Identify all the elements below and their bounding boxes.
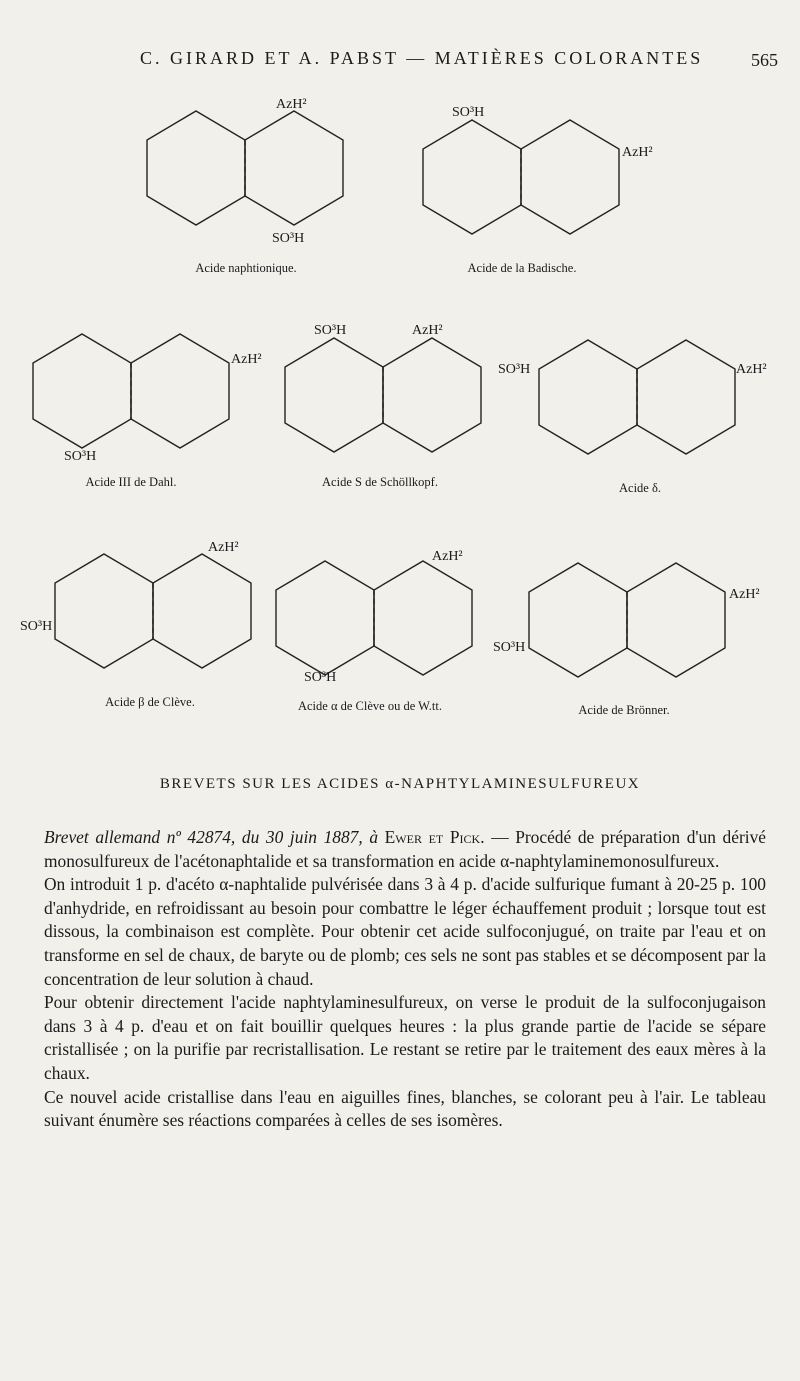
- structure-acide-dahl: [33, 334, 262, 489]
- running-title: C. GIRARD ET A. PABST — MATIÈRES COLORANTES: [140, 48, 704, 68]
- structure-label: SO³H: [498, 362, 531, 377]
- structure-label: SO³H: [304, 670, 337, 685]
- structure-caption: Acide de Brönner.: [578, 703, 670, 717]
- structure-label: AzH²: [729, 587, 760, 602]
- patent-authors: Ewer et Pick.: [384, 827, 485, 847]
- section-title: BREVETS SUR LES ACIDES α-NAPHTYLAMINESULFUREUX: [159, 776, 641, 792]
- body-text: [44, 826, 766, 1133]
- structure-caption: Acide III de Dahl.: [85, 475, 177, 489]
- structure-caption: Acide naphtionique.: [195, 261, 297, 275]
- structure-label: SO³H: [20, 619, 53, 634]
- structure-label: SO³H: [452, 105, 485, 120]
- structure-caption: Acide S de Schöllkopf.: [322, 475, 438, 489]
- structure-acide-badische: [423, 105, 653, 275]
- paragraph-properties: Ce nouvel acide cristallise dans l'eau en aiguilles fines, blanches, se colorant peu à l'air. Le tableau suivant énumère ses réactions comparées à celles de ses isomères.: [44, 1086, 766, 1131]
- structure-acide-beta-cleve: [20, 540, 251, 709]
- structure-label: SO³H: [493, 640, 526, 655]
- structure-acide-naphtionique: [147, 97, 343, 275]
- paragraph-preparation: On introduit 1 p. d'acéto α-naphtalide pulvérisée dans 3 à 4 p. d'acide sulfurique fumant à 20-25 p. 100 d'anhydride, en refroidissant au besoin pour combattre le léger échauffement produit ; lorsque tout est dissous, la combinaison est complète. Pour obtenir cet acide sulfoconjugué, on traite par l'eau et on transforme en sel de chaux, de baryte ou de plomb; ces sels ne sont pas stables et se décomposent par la concentration de leur solution à chaud.: [44, 874, 766, 989]
- structure-label: AzH²: [622, 145, 653, 160]
- structure-acide-alpha-cleve: [276, 549, 472, 713]
- structure-label: AzH²: [412, 323, 443, 338]
- paragraph-patent: [44, 826, 766, 873]
- structure-label: SO³H: [272, 231, 305, 246]
- structure-caption: Acide β de Clève.: [105, 695, 195, 709]
- structure-label: SO³H: [64, 449, 97, 464]
- structure-caption: Acide δ.: [619, 481, 661, 495]
- page-number: 565: [751, 50, 778, 70]
- structure-caption: Acide de la Badische.: [467, 261, 577, 275]
- structure-label: AzH²: [231, 352, 262, 367]
- patent-description: — Procédé de préparation d'un dérivé monosulfureux de l'acétonaphtalide et sa transformation en acide α-naphtylaminemonosulfureux.: [44, 827, 766, 871]
- structure-caption: Acide α de Clève ou de W.tt.: [297, 699, 443, 713]
- structure-acide-bronner: [493, 563, 760, 717]
- paragraph-direct-method: Pour obtenir directement l'acide naphtylaminesulfureux, on verse le produit de la sulfoconjugaison dans 3 à 4 p. d'eau et on fait bouillir quelques heures : la plus grande partie de l'acide se sépare cristallisée ; on la purifie par recristallisation. Le restant se retire par le traitement des eaux mères à la chaux.: [44, 992, 766, 1083]
- structure-label: AzH²: [432, 549, 463, 564]
- patent-reference: Brevet allemand nº 42874, du 30 juin 1887, à: [44, 827, 385, 847]
- structure-label: AzH²: [736, 362, 767, 377]
- structure-label: SO³H: [314, 323, 347, 338]
- structure-label: AzH²: [208, 540, 239, 555]
- structure-acide-schollkopf: [285, 323, 481, 489]
- structure-acide-delta: [498, 340, 767, 495]
- structure-label: AzH²: [276, 97, 307, 112]
